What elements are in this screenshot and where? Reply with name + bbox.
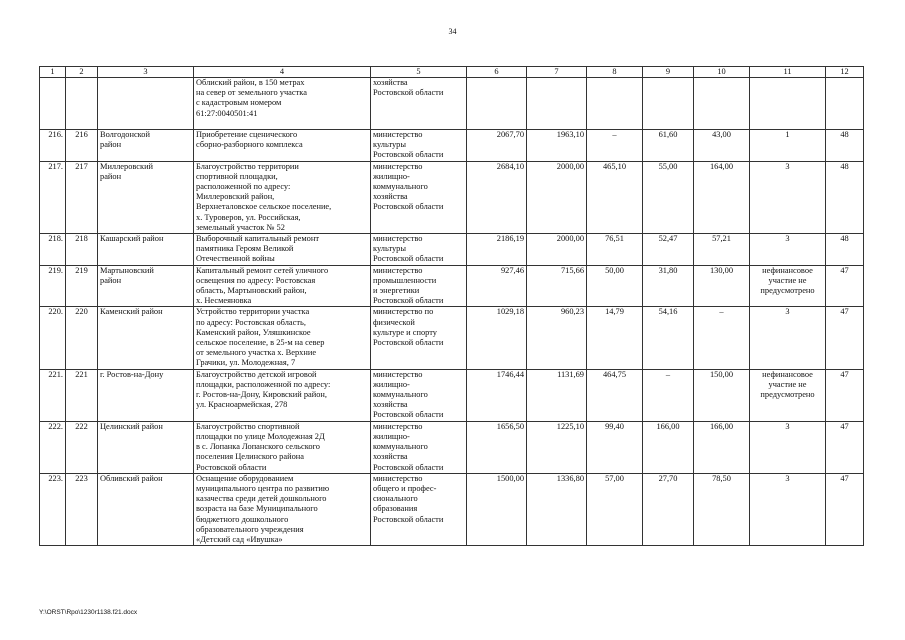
- participation-cell: 3: [750, 421, 826, 473]
- amount-cell: 55,00: [643, 161, 694, 233]
- table-row: [40, 307, 864, 369]
- amount-cell: 1029,18: [467, 307, 527, 369]
- amount-cell: 14,79: [587, 307, 643, 369]
- district-cell: Миллеровский район: [98, 161, 194, 233]
- amount-cell: 464,75: [587, 369, 643, 421]
- amount-cell: 99,40: [587, 421, 643, 473]
- score-cell: 47: [826, 473, 864, 545]
- amount-cell: 1963,10: [527, 130, 587, 162]
- table-row: [40, 265, 864, 307]
- amount-cell: 130,00: [694, 265, 750, 307]
- id-cell: 218: [66, 234, 98, 266]
- participation-cell: 3: [750, 307, 826, 369]
- participation-cell: 3: [750, 473, 826, 545]
- id-cell: 223: [66, 473, 98, 545]
- amount-cell: 61,60: [643, 130, 694, 162]
- row-number-cell: 220.: [40, 307, 66, 369]
- col-header: 2: [66, 67, 98, 78]
- table-row: [40, 421, 864, 473]
- object-cell: Благоустройство детской игровой площадки, расположенной по адресу: г. Ростов-на-Дону, Кировский район, ул. Красноармейская, 278: [194, 369, 371, 421]
- amount-cell: 166,00: [694, 421, 750, 473]
- district-cell: Обливский район: [98, 473, 194, 545]
- col-header: 8: [587, 67, 643, 78]
- id-cell: 222: [66, 421, 98, 473]
- ministry-cell: министерство культуры Ростовской области: [371, 130, 467, 162]
- amount-cell: 78,50: [694, 473, 750, 545]
- object-cell: Облиский район, в 150 метрах на север от земельного участка с кадастровым номером 61:27:0040501:41: [194, 78, 371, 130]
- amount-cell: 31,80: [643, 265, 694, 307]
- amount-cell: 2067,70: [467, 130, 527, 162]
- row-number-cell: 219.: [40, 265, 66, 307]
- amount-cell: 52,47: [643, 234, 694, 266]
- col-header: 9: [643, 67, 694, 78]
- col-header: 5: [371, 67, 467, 78]
- amount-cell: 2000,00: [527, 161, 587, 233]
- object-cell: Благоустройство территории спортивной площадки, расположенной по адресу: Миллеровский район, Верхнеталовское сельское поселение, х. Туроверов, ул. Российская, земельный участок № 52: [194, 161, 371, 233]
- amount-cell: –: [694, 307, 750, 369]
- table-row: [40, 161, 864, 233]
- amount-cell: 715,66: [527, 265, 587, 307]
- amount-cell: 2186,19: [467, 234, 527, 266]
- column-number-row: [40, 67, 864, 78]
- participation-cell: 1: [750, 130, 826, 162]
- continuation-row: [40, 78, 864, 130]
- participation-cell: нефинансовое участие не предусмотрено: [750, 265, 826, 307]
- ministry-cell: министерство общего и профес- сионального образования Ростовской области: [371, 473, 467, 545]
- row-number-cell: 222.: [40, 421, 66, 473]
- col-header: 10: [694, 67, 750, 78]
- ministry-cell: министерство жилищно- коммунального хозяйства Ростовской области: [371, 369, 467, 421]
- id-cell: 217: [66, 161, 98, 233]
- score-cell: 48: [826, 234, 864, 266]
- table-row: [40, 234, 864, 266]
- participation-cell: 3: [750, 234, 826, 266]
- amount-cell: 2000,00: [527, 234, 587, 266]
- ministry-cell: министерство жилищно- коммунального хозяйства Ростовской области: [371, 161, 467, 233]
- projects-table: [39, 66, 864, 546]
- ministry-cell: министерство культуры Ростовской области: [371, 234, 467, 266]
- participation-cell: 3: [750, 161, 826, 233]
- amount-cell: 1656,50: [467, 421, 527, 473]
- amount-cell: 1131,69: [527, 369, 587, 421]
- col-header: 6: [467, 67, 527, 78]
- row-number-cell: 216.: [40, 130, 66, 162]
- district-cell: Мартыновский район: [98, 265, 194, 307]
- object-cell: Устройство территории участка по адресу: Ростовская область, Каменский район, Уляшкинское сельское поселение, в 25-м на север от земельного участка х. Верхние Грачики, ул. Молодежная, 7: [194, 307, 371, 369]
- col-header: 12: [826, 67, 864, 78]
- score-cell: 47: [826, 265, 864, 307]
- amount-cell: 2684,10: [467, 161, 527, 233]
- amount-cell: 1225,10: [527, 421, 587, 473]
- ministry-cell: министерство по физической культуре и спорту Ростовской области: [371, 307, 467, 369]
- amount-cell: 1746,44: [467, 369, 527, 421]
- row-number-cell: 223.: [40, 473, 66, 545]
- amount-cell: –: [587, 130, 643, 162]
- score-cell: 48: [826, 130, 864, 162]
- amount-cell: 1500,00: [467, 473, 527, 545]
- table-row: [40, 473, 864, 545]
- ministry-cell: министерство промышленности и энергетики Ростовской области: [371, 265, 467, 307]
- district-cell: Каменский район: [98, 307, 194, 369]
- amount-cell: 960,23: [527, 307, 587, 369]
- amount-cell: –: [643, 369, 694, 421]
- amount-cell: 54,16: [643, 307, 694, 369]
- row-number-cell: 218.: [40, 234, 66, 266]
- ministry-cell: хозяйства Ростовской области: [371, 78, 467, 130]
- id-cell: 220: [66, 307, 98, 369]
- amount-cell: 166,00: [643, 421, 694, 473]
- district-cell: Волгодонской район: [98, 130, 194, 162]
- score-cell: 47: [826, 369, 864, 421]
- district-cell: Кашарский район: [98, 234, 194, 266]
- id-cell: 221: [66, 369, 98, 421]
- page-number: 34: [448, 27, 457, 36]
- col-header: 11: [750, 67, 826, 78]
- amount-cell: 50,00: [587, 265, 643, 307]
- amount-cell: 57,00: [587, 473, 643, 545]
- amount-cell: 164,00: [694, 161, 750, 233]
- amount-cell: 1336,80: [527, 473, 587, 545]
- score-cell: 47: [826, 307, 864, 369]
- object-cell: Выборочный капитальный ремонт памятника Героям Великой Отечественной войны: [194, 234, 371, 266]
- amount-cell: 27,70: [643, 473, 694, 545]
- amount-cell: 57,21: [694, 234, 750, 266]
- object-cell: Капитальный ремонт сетей уличного освещения по адресу: Ростовская область, Мартыновский район, х. Несмеяновка: [194, 265, 371, 307]
- amount-cell: 150,00: [694, 369, 750, 421]
- table-row: [40, 369, 864, 421]
- file-path-footer: Y:\ORST\Rpo\1230r1138.f21.docx: [39, 609, 138, 616]
- district-cell: г. Ростов-на-Дону: [98, 369, 194, 421]
- col-header: 3: [98, 67, 194, 78]
- amount-cell: 76,51: [587, 234, 643, 266]
- participation-cell: нефинансовое участие не предусмотрено: [750, 369, 826, 421]
- amount-cell: 465,10: [587, 161, 643, 233]
- col-header: 4: [194, 67, 371, 78]
- amount-cell: 927,46: [467, 265, 527, 307]
- district-cell: Целинский район: [98, 421, 194, 473]
- id-cell: 216: [66, 130, 98, 162]
- col-header: 1: [40, 67, 66, 78]
- id-cell: 219: [66, 265, 98, 307]
- ministry-cell: министерство жилищно- коммунального хозяйства Ростовской области: [371, 421, 467, 473]
- row-number-cell: 217.: [40, 161, 66, 233]
- score-cell: 48: [826, 161, 864, 233]
- score-cell: 47: [826, 421, 864, 473]
- col-header: 7: [527, 67, 587, 78]
- row-number-cell: 221.: [40, 369, 66, 421]
- object-cell: Приобретение сценического сборно-разборного комплекса: [194, 130, 371, 162]
- object-cell: Оснащение оборудованием муниципального центра по развитию казачества среди детей дошкольного возраста на базе Муниципального бюджетного дошкольного образовательного учреждения «Детский сад «Ивушка»: [194, 473, 371, 545]
- table-row: [40, 130, 864, 162]
- amount-cell: 43,00: [694, 130, 750, 162]
- object-cell: Благоустройство спортивной площадки по улице Молодежная 2Д в с. Лопанка Лопанского сельского поселения Целинского района Ростовской области: [194, 421, 371, 473]
